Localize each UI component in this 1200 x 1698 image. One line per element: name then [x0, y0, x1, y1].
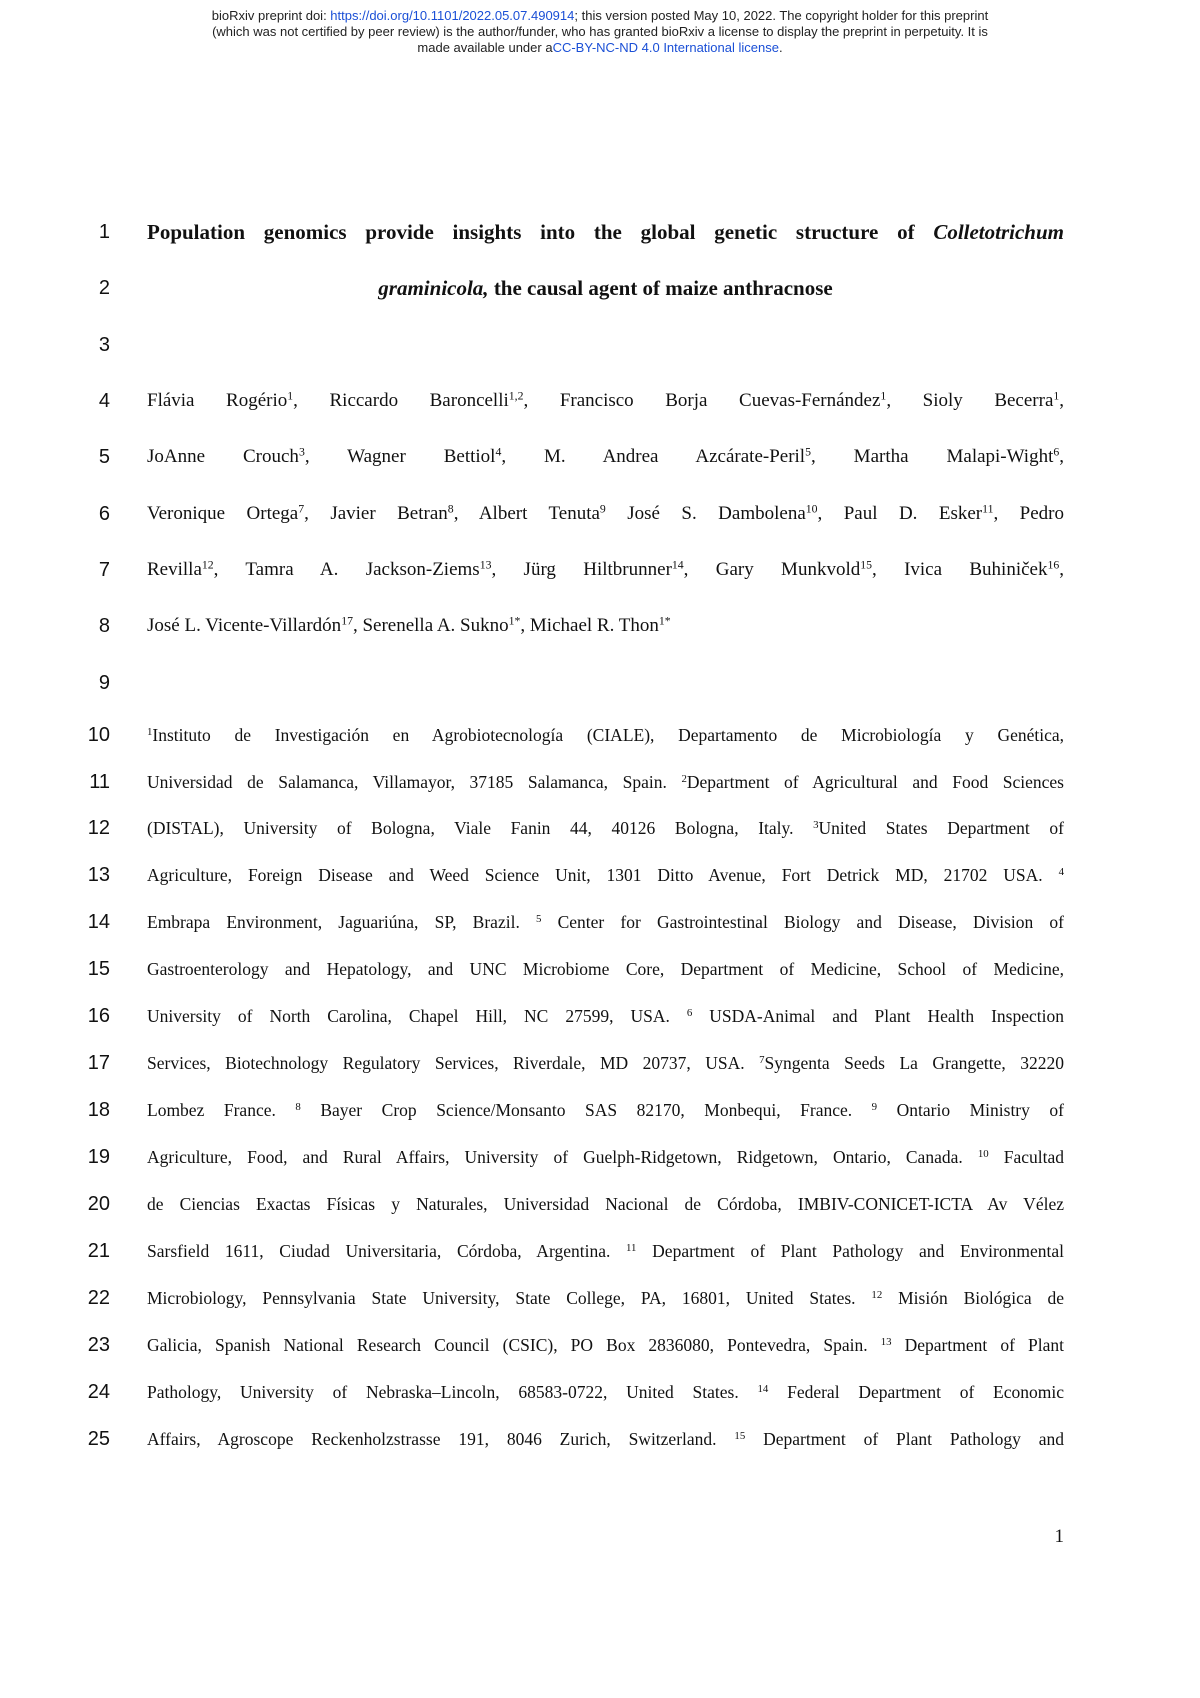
affiliation-segment: Services, Biotechnology Regulatory Services, Riverdale, MD 20737, USA.: [147, 1053, 760, 1073]
affiliation-segment: Agriculture, Foreign Disease and Weed Science Unit, 1301 Ditto Avenue, Fort Detrick MD, 21702 USA.: [147, 865, 1059, 885]
affiliation-number: 8: [295, 1101, 301, 1114]
author: , Jürg Hiltbrunner: [491, 559, 672, 580]
author: José S. Dambolena: [605, 503, 806, 524]
affiliation-segment: Syngenta Seeds La Grangette, 32220: [764, 1053, 1064, 1073]
line-number: 23: [87, 1334, 110, 1356]
author: , Michael R. Thon: [520, 615, 659, 636]
affiliation-text: [147, 1236, 1064, 1266]
author: , Paul D. Esker: [817, 503, 983, 524]
author: , Gary Munkvold: [683, 559, 861, 580]
banner-line3-prefix: made available under a: [417, 40, 553, 55]
author: , Pedro: [993, 503, 1065, 524]
author: José L. Vicente-Villardón: [147, 615, 342, 636]
affiliation-segment: Department of Agricultural and Food Sciences: [686, 772, 1064, 792]
manuscript-line-1: [0, 217, 1200, 247]
title-genus: Colletotrichum: [933, 220, 1064, 244]
affiliation-segment: Gastroenterology and Hepatology, and UNC Microbiome Core, Department of Medicine, School of Medicine,: [147, 959, 1064, 979]
line-number: 15: [87, 958, 110, 980]
affiliation-ref: 12: [201, 558, 214, 572]
line-number: 19: [87, 1146, 110, 1168]
manuscript-line-3: [0, 330, 1200, 360]
affiliation-ref: 1: [880, 389, 887, 403]
banner-line-2: (which was not certified by peer review) is the author/funder, who has granted bioRxiv a license to display the preprint in perpetuity. It is: [212, 24, 988, 39]
affiliation-ref: 1*: [658, 614, 671, 628]
affiliation-ref: 14: [671, 558, 684, 572]
affiliation-segment: Bayer Crop Science/Monsanto SAS 82170, Monbequi, France.: [300, 1100, 872, 1120]
line-number: 21: [87, 1240, 110, 1262]
author: , M. Andrea Azcárate-Peril: [501, 446, 806, 467]
affiliation-segment: Department of Plant Pathology and Environmental: [636, 1241, 1064, 1261]
author: Flávia Rogério: [147, 390, 288, 411]
author: , Riccardo Baroncelli: [293, 390, 509, 411]
manuscript-line-18: [0, 1095, 1200, 1125]
separator: ,: [1059, 559, 1064, 580]
manuscript-line-17: [0, 1048, 1200, 1078]
line-number: 4: [98, 390, 110, 412]
affiliation-number: 10: [977, 1148, 989, 1161]
affiliation-segment: USDA-Animal and Plant Health Inspection: [692, 1006, 1064, 1026]
manuscript-line-4: [0, 386, 1200, 416]
line-number: 1: [98, 221, 110, 243]
affiliation-segment: Galicia, Spanish National Research Council (CSIC), PO Box 2836080, Pontevedra, Spain.: [147, 1335, 881, 1355]
affiliation-text: [147, 860, 1064, 890]
line-number: 14: [87, 911, 110, 933]
manuscript-line-16: [0, 1001, 1200, 1031]
affiliation-number: 3: [813, 819, 819, 832]
affiliation-segment: (DISTAL), University of Bologna, Viale Fanin 44, 40126 Bologna, Italy.: [147, 818, 814, 838]
author-line-3: [147, 499, 1064, 529]
affiliation-text: [147, 1142, 1064, 1172]
title-species: graminicola,: [378, 276, 489, 300]
author: , Tamra A. Jackson-Ziems: [213, 559, 480, 580]
title-text: the causal agent of maize anthracnose: [488, 276, 833, 300]
author-line-4: [147, 555, 1064, 585]
manuscript-line-2: [0, 273, 1200, 303]
affiliation-ref: 16: [1047, 558, 1060, 572]
affiliation-number: 15: [734, 1430, 746, 1443]
author: , Javier Betran: [304, 503, 448, 524]
line-number: 24: [87, 1381, 110, 1403]
manuscript-line-9: [0, 668, 1200, 698]
title-text: Population genomics provide insights into the global genetic structure of: [147, 220, 934, 244]
affiliation-text: [147, 1095, 1064, 1125]
affiliation-segment: United States Department of: [818, 818, 1064, 838]
affiliation-segment: Ontario Ministry of: [877, 1100, 1064, 1120]
banner-prefix: bioRxiv preprint doi:: [211, 8, 331, 23]
affiliation-segment: Embrapa Environment, Jaguariúna, SP, Brazil.: [147, 912, 536, 932]
line-number: 2: [98, 277, 110, 299]
affiliation-segment: University of North Carolina, Chapel Hill, NC 27599, USA.: [147, 1006, 687, 1026]
manuscript-line-14: [0, 907, 1200, 937]
line-number: 7: [98, 559, 110, 581]
license-link[interactable]: CC-BY-NC-ND 4.0 International license: [552, 40, 779, 55]
line-number: 10: [87, 724, 110, 746]
manuscript-line-23: [0, 1330, 1200, 1360]
author: , Albert Tenuta: [453, 503, 600, 524]
author: , Francisco Borja Cuevas-Fernández: [523, 390, 881, 411]
affiliation-number: 5: [536, 913, 542, 926]
affiliation-text: [147, 1424, 1064, 1454]
affiliation-ref: 15: [860, 558, 872, 572]
affiliation-number: 1: [147, 726, 153, 739]
line-number: 6: [98, 503, 110, 525]
affiliation-segment: Affairs, Agroscope Reckenholzstrasse 191, 8046 Zurich, Switzerland.: [147, 1429, 735, 1449]
manuscript-line-20: [0, 1189, 1200, 1219]
author: , Sioly Becerra: [886, 390, 1054, 411]
line-number: 20: [87, 1193, 110, 1215]
author: , Martha Malapi-Wight: [810, 446, 1054, 467]
affiliation-number: 12: [871, 1289, 883, 1302]
author: Veronique Ortega: [147, 503, 299, 524]
page-number: 1: [1054, 1526, 1064, 1547]
manuscript-line-12: [0, 813, 1200, 843]
banner-after-doi: ; this version posted May 10, 2022. The copyright holder for this preprint: [574, 8, 989, 23]
affiliation-number: 6: [686, 1007, 693, 1020]
affiliation-text: [147, 1048, 1064, 1078]
affiliation-segment: Federal Department of Economic: [768, 1382, 1065, 1402]
manuscript-line-5: [0, 442, 1200, 472]
banner-line3-suffix: .: [778, 40, 783, 55]
manuscript-line-13: [0, 860, 1200, 890]
line-number: 17: [87, 1052, 110, 1074]
line-number: 18: [87, 1099, 110, 1121]
separator: ,: [1059, 390, 1065, 411]
author: JoAnne Crouch: [147, 446, 299, 467]
affiliation-segment: Agriculture, Food, and Rural Affairs, University of Guelph-Ridgetown, Ridgetown, Ontario, Canada.: [147, 1147, 978, 1167]
manuscript-line-19: [0, 1142, 1200, 1172]
author-line-5: [147, 611, 1064, 641]
manuscript-line-24: [0, 1377, 1200, 1407]
affiliation-segment: Center for Gastrointestinal Biology and Disease, Division of: [541, 912, 1065, 932]
affiliation-number: 13: [880, 1336, 892, 1349]
affiliation-segment: de Ciencias Exactas Físicas y Naturales, Universidad Nacional de Córdoba, IMBIV-CONICET-ICTA Av Vélez: [147, 1194, 1064, 1214]
affiliation-segment: Misión Biológica de: [882, 1288, 1064, 1308]
affiliation-ref: 3: [298, 445, 305, 459]
affiliation-segment: Instituto de Investigación en Agrobiotecnología (CIALE), Departamento de Microbiología y Genética,: [152, 725, 1064, 745]
affiliation-text: [147, 720, 1064, 750]
affiliation-text: [147, 813, 1064, 843]
line-number: 25: [87, 1428, 110, 1450]
manuscript-line-7: [0, 555, 1200, 585]
line-number: 3: [98, 334, 110, 356]
line-number: 8: [98, 615, 110, 637]
affiliation-number: 14: [757, 1383, 769, 1396]
separator: ,: [1059, 446, 1065, 467]
manuscript-line-15: [0, 954, 1200, 984]
manuscript-line-10: [0, 720, 1200, 750]
affiliation-ref: 11: [982, 502, 994, 516]
affiliation-ref: 7: [298, 502, 305, 516]
affiliation-text: [147, 907, 1064, 937]
title-line-2: [147, 273, 1064, 303]
affiliation-text: [147, 1283, 1064, 1313]
manuscript-line-22: [0, 1283, 1200, 1313]
banner-line-1: [0, 8, 1200, 24]
preprint-banner: [0, 8, 1200, 56]
affiliation-segment: Microbiology, Pennsylvania State University, State College, PA, 16801, United States.: [147, 1288, 872, 1308]
line-number: 13: [87, 864, 110, 886]
affiliation-text: [147, 1330, 1064, 1360]
affiliation-ref: 10: [805, 502, 818, 516]
affiliation-segment: Facultad: [988, 1147, 1064, 1167]
affiliation-segment: Lombez France.: [147, 1100, 296, 1120]
affiliation-ref: 1,2: [508, 389, 524, 403]
affiliation-number: 4: [1058, 866, 1064, 879]
affiliation-text: [147, 767, 1064, 797]
manuscript-line-21: [0, 1236, 1200, 1266]
manuscript-line-6: [0, 499, 1200, 529]
line-number: 22: [87, 1287, 110, 1309]
author: , Serenella A. Sukno: [352, 615, 509, 636]
title-line-1: [147, 217, 1064, 247]
affiliation-ref: 6: [1053, 445, 1060, 459]
line-number: 16: [87, 1005, 110, 1027]
author-line-2: [147, 442, 1064, 472]
affiliation-ref: 1: [287, 389, 294, 403]
line-number: 9: [98, 672, 110, 694]
line-number: 11: [89, 771, 110, 793]
affiliation-text: [147, 954, 1064, 984]
line-number: 5: [98, 446, 110, 468]
affiliation-text: [147, 1001, 1064, 1031]
manuscript-line-25: [0, 1424, 1200, 1454]
affiliation-ref: 1: [1053, 389, 1060, 403]
affiliation-segment: Pathology, University of Nebraska–Lincoln, 68583-0722, United States.: [147, 1382, 758, 1402]
author-line-1: [147, 386, 1064, 416]
manuscript-line-8: [0, 611, 1200, 641]
affiliation-number: 9: [871, 1101, 878, 1114]
affiliation-ref: 4: [495, 445, 502, 459]
affiliation-ref: 17: [341, 614, 353, 628]
affiliation-ref: 13: [479, 558, 492, 572]
affiliation-number: 2: [681, 773, 687, 786]
author: Revilla: [147, 559, 202, 580]
affiliation-segment: Sarsfield 1611, Ciudad Universitaria, Córdoba, Argentina.: [147, 1241, 627, 1261]
affiliation-ref: 8: [447, 502, 454, 516]
affiliation-text: [147, 1189, 1064, 1219]
line-number: 12: [87, 817, 110, 839]
affiliation-ref: 9: [599, 502, 606, 516]
affiliation-number: 7: [759, 1054, 765, 1067]
author: , Wagner Bettiol: [304, 446, 496, 467]
affiliation-number: 11: [626, 1242, 637, 1255]
affiliation-text: [147, 1377, 1064, 1407]
banner-line-3: [0, 40, 1200, 56]
author: , Ivica Buhiniček: [872, 559, 1048, 580]
affiliation-ref: 5: [805, 445, 811, 459]
affiliation-segment: Department of Plant: [891, 1335, 1064, 1355]
affiliation-segment: Department of Plant Pathology and: [745, 1429, 1064, 1449]
manuscript-line-11: [0, 767, 1200, 797]
affiliation-segment: Universidad de Salamanca, Villamayor, 37185 Salamanca, Spain.: [147, 772, 682, 792]
affiliation-ref: 1*: [508, 614, 521, 628]
doi-link[interactable]: https://doi.org/10.1101/2022.05.07.490914: [330, 8, 575, 23]
